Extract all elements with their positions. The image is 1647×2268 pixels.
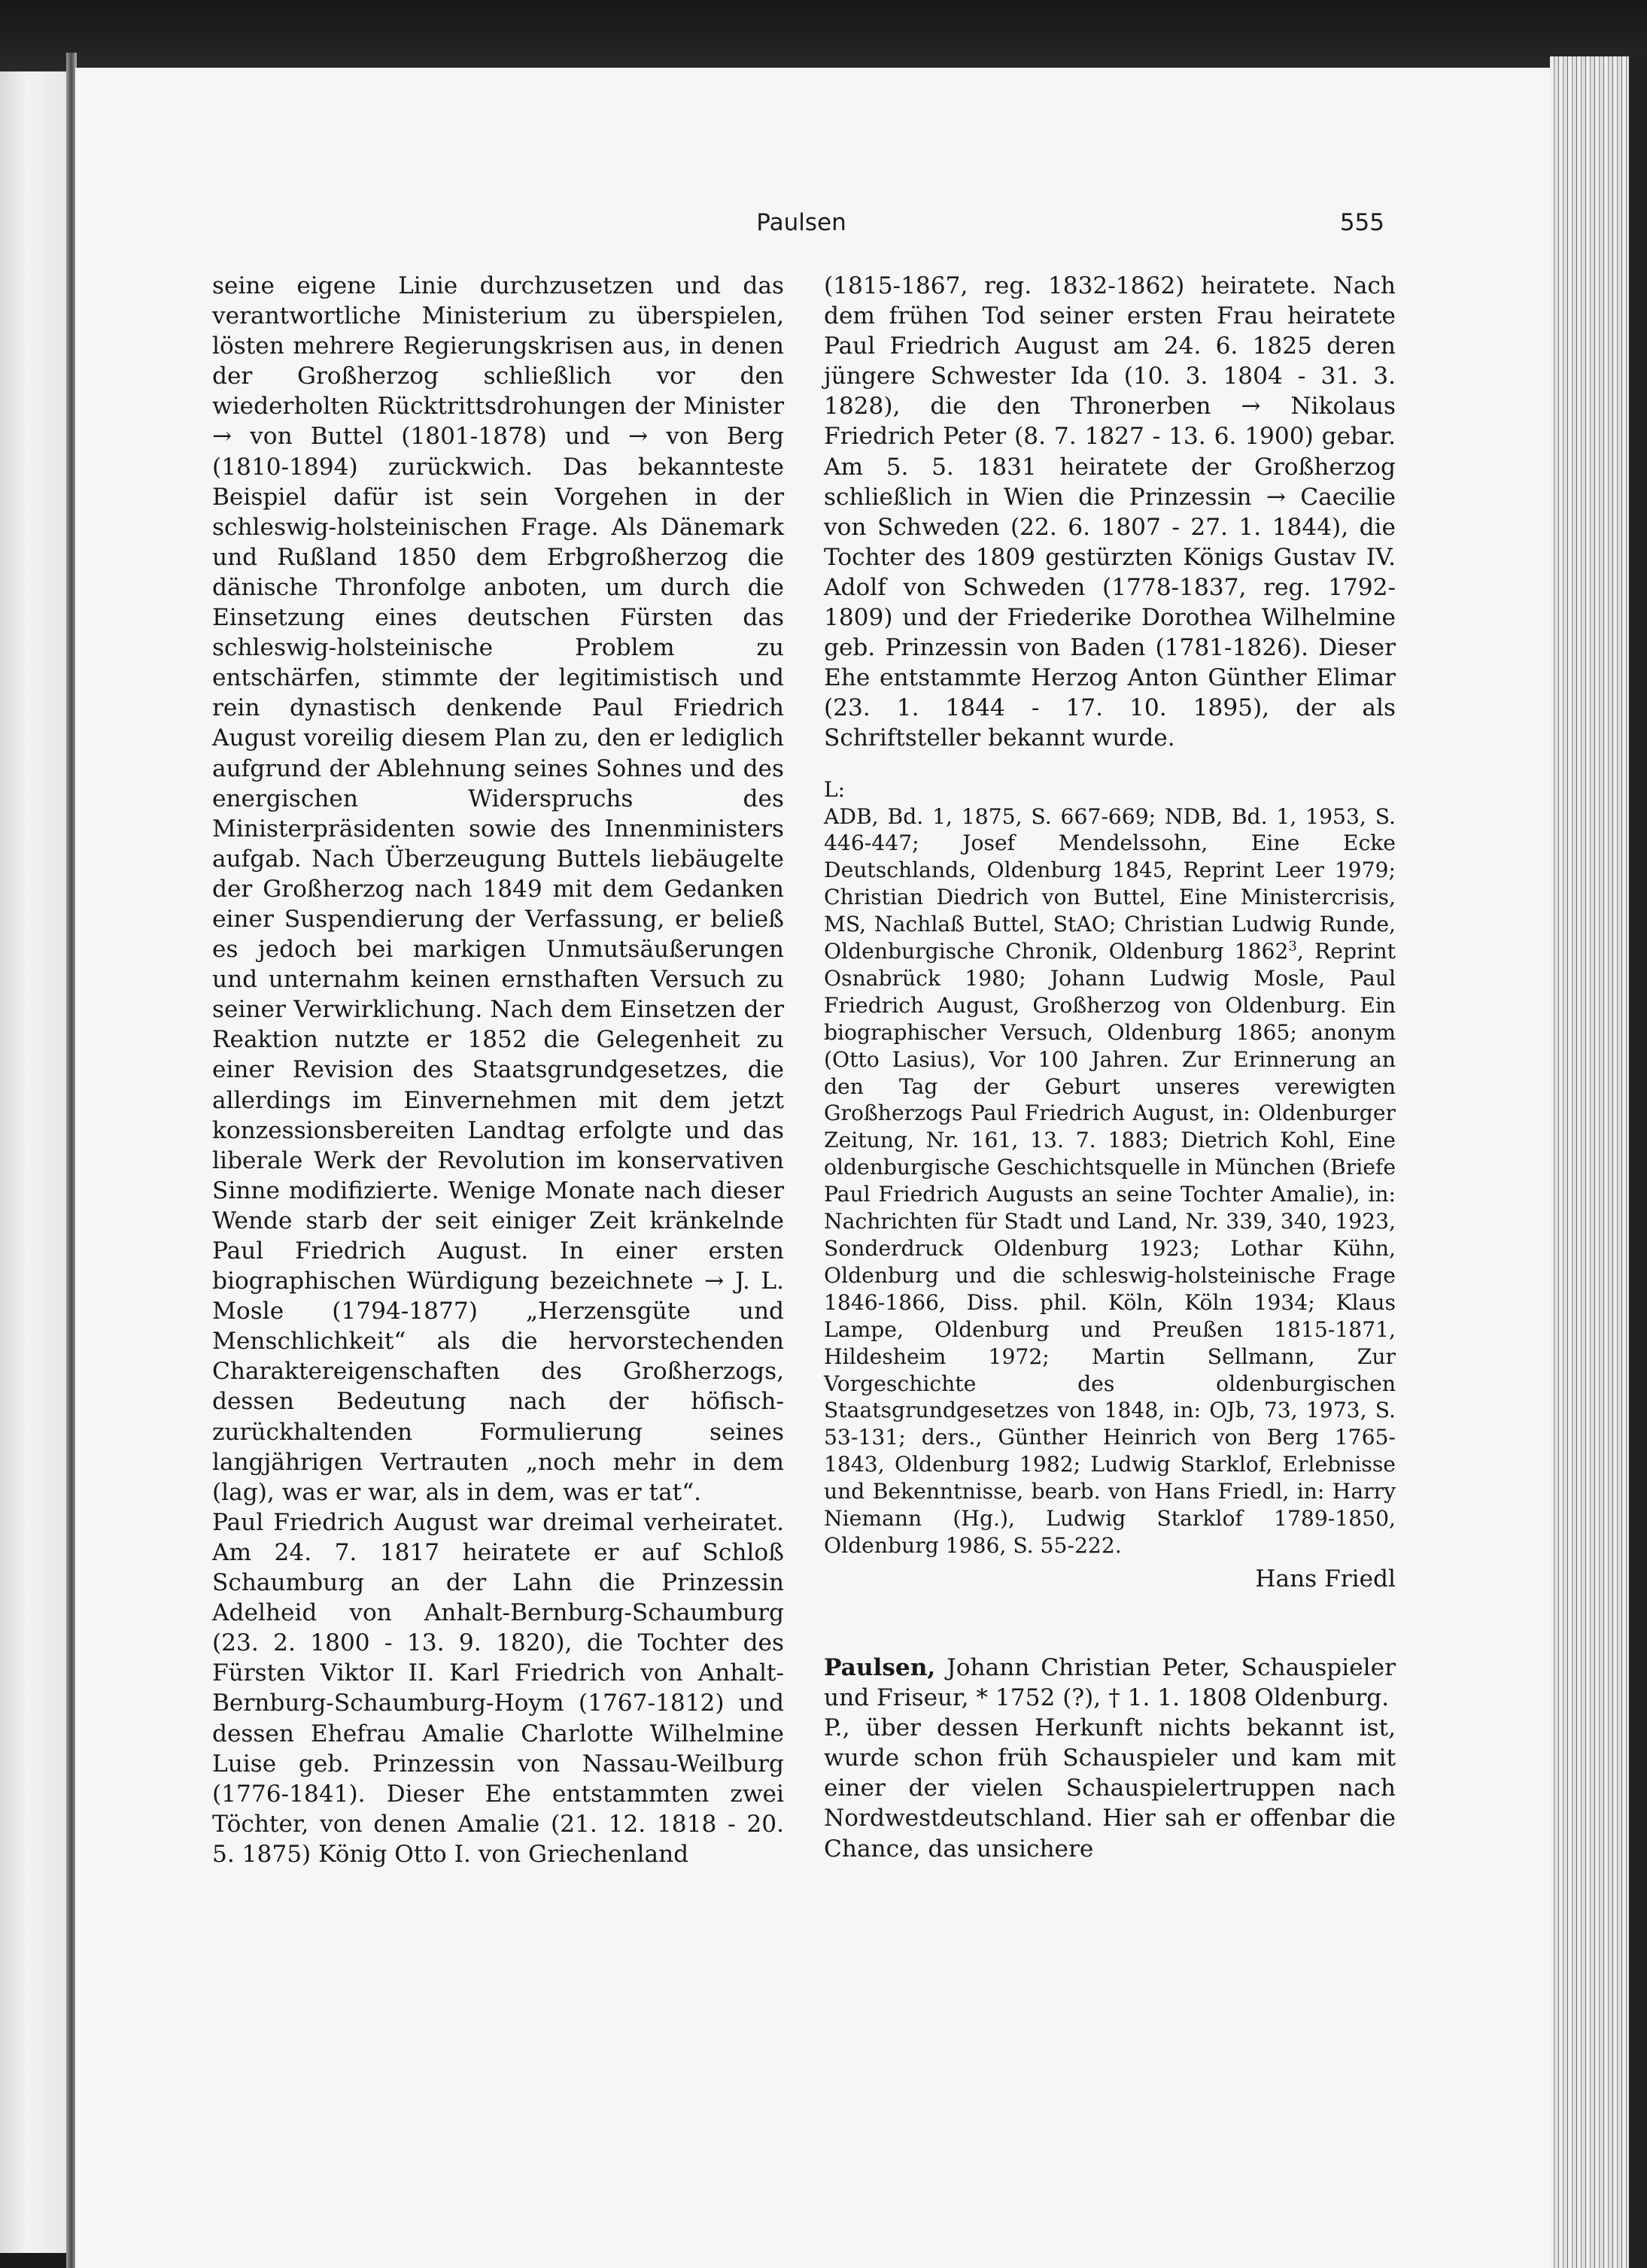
left-paragraph-1: seine eigene Linie durchzusetzen und das verantwortliche Ministerium zu überspielen, lösten mehrere Regierungskrisen aus, in denen der Großherzog schließlich vor den wiederholten Rücktrittsdrohungen der Minister → von Buttel (1801-1878) und → von Berg (1810-1894) zurückwich. Das bekannteste Beispiel dafür ist sein Vorgehen in der schleswig-holsteinischen Frage. Als Dänemark und Rußland 1850 dem Erbgroßherzog die dänische Thronfolge anboten, um durch die Einsetzung eines deutschen Fürsten das schleswig-holsteinische Problem zu entschärfen, stimmte der legitimistisch und rein dynastisch denkende Paul Friedrich August voreilig diesem Plan zu, den er lediglich aufgrund der Ablehnung seines Sohnes und des energischen Widerspruchs des Ministerpräsidenten sowie des Innenministers aufgab. Nach Überzeugung Buttels liebäugelte der Großherzog nach 1849 mit dem Gedanken einer Suspendierung der Verfassung, er beließ es jedoch bei markigen Unmutsäußerungen und unternahm keinen ernsthaften Versuch zu seiner Verwirklichung. Nach dem Einsetzen der Reaktion nutzte er 1852 die Gelegenheit zu einer Revision des Staatsgrundgesetzes, die allerdings im Einvernehmen mit dem jetzt konzessionsbereiten Landtag erfolgte und das liberale Werk der Revolution im konservativen Sinne modifizierte. Wenige Monate nach dieser Wende starb der seit einiger Zeit kränkelnde Paul Friedrich August. In einer ersten biographischen Würdigung bezeichnete → J. L. Mosle (1794-1877) „Herzensgüte und Menschlichkeit“ als die hervorstechenden Charaktereigenschaften des Großherzogs, dessen Bedeutung nach der höfisch-zurückhaltenden Formulierung seines langjährigen Vertrauten „noch mehr in dem (lag), was er war, als in dem, was er tat“. [212,272,784,1506]
running-head-title: Paulsen [756,209,846,236]
entry-name: Paulsen, [824,1653,936,1681]
running-head [211,209,1384,247]
entry-body: P., über dessen Herkunft nichts bekannt ist, wurde schon früh Schauspieler und kam mit einer der vielen Schauspielertruppen nach Nordwestdeutschland. Hier sah er offenbar die Chance, das unsichere [824,1714,1396,1863]
facing-page-edge [0,71,68,2253]
literature-text-part-2: , Reprint Osnabrück 1980; Johann Ludwig Mosle, Paul Friedrich August, Großherzog von Oldenburg. Ein biographischer Versuch, Oldenburg 1865; anonym (Otto Lasius), Vor 100 Jahren. Zur Erinnerung an den Tag der Geburt unseres verewigten Großherzogs Paul Friedrich August, in: Oldenburger Zeitung, Nr. 161, 13. 7. 1883; Dietrich Kohl, Eine oldenburgische Geschichtsquelle in München (Briefe Paul Friedrich Augusts an seine Tochter Amalie), in: Nachrichten für Stadt und Land, Nr. 339, 340, 1923, Sonderdruck Oldenburg 1923; Lothar Kühn, Oldenburg und die schleswig-holsteinische Frage 1846-1866, Diss. phil. Köln, Köln 1934; Klaus Lampe, Oldenburg und Preußen 1815-1871, Hildesheim 1972; Martin Sellmann, Zur Vorgeschichte des oldenburgischen Staatsgrundgesetzes von 1848, in: OJb, 73, 1973, S. 53-131; ders., Günther Heinrich von Berg 1765-1843, Oldenburg 1982; Ludwig Starklof, Erlebnisse und Bekenntnisse, bearb. von Hans Friedl, in: Harry Niemann (Hg.), Ludwig Starklof 1789-1850, Oldenburg 1986, S. 55-222. [824,939,1396,1558]
literature-list [824,803,1396,1559]
right-paragraph-1: (1815-1867, reg. 1832-1862) heiratete. Nach dem frühen Tod seiner ersten Frau heiratete Paul Friedrich August am 24. 6. 1825 deren jüngere Schwester Ida (10. 3. 1804 - 31. 3. 1828), die den Thronerben → Nikolaus Friedrich Peter (8. 7. 1827 - 13. 6. 1900) gebar. Am 5. 5. 1831 heiratete der Großherzog schließlich in Wien die Prinzessin → Caecilie von Schweden (22. 6. 1807 - 27. 1. 1844), die Tochter des 1809 gestürzten Königs Gustav IV. Adolf von Schweden (1778-1837, reg. 1792-1809) und der Friederike Dorothea Wilhelmine geb. Prinzessin von Baden (1781-1826). Dieser Ehe entstammte Herzog Anton Günther Elimar (23. 1. 1844 - 17. 10. 1895), der als Schriftsteller bekannt wurde. [824,272,1396,752]
scan-background-top [0,0,1647,75]
page-number: 555 [1339,209,1384,236]
entry-separator [824,1594,1396,1653]
entry-heading [824,1653,1396,1713]
article-author: Hans Friedl [1255,1565,1396,1592]
literature-text-part-1: ADB, Bd. 1, 1875, S. 667-669; NDB, Bd. 1, 1953, S. 446-447; Josef Mendelssohn, Eine Ecke Deutschlands, Oldenburg 1845, Reprint Leer 1979; Christian Diedrich von Buttel, Eine Ministercrisis, MS, Nachlaß Buttel, StAO; Christian Ludwig Runde, Oldenburgische Chronik, Oldenburg 1862 [824,803,1396,964]
literature-superscript: 3 [1288,938,1297,955]
right-column [824,271,1396,1864]
literature-label: L: [824,776,846,802]
scan-background-right [1629,56,1647,2268]
entry-header-text: Johann Christian Peter, Schauspieler und Friseur, * 1752 (?), † 1. 1. 1808 Oldenburg. [824,1653,1396,1712]
left-column [212,271,784,1869]
page-stack-edges [1550,56,1629,2268]
left-paragraph-2: Paul Friedrich August war dreimal verheiratet. Am 24. 7. 1817 heiratete er auf Schloß Schaumburg an der Lahn die Prinzessin Adelheid von Anhalt-Bernburg-Schaumburg (23. 2. 1800 - 13. 9. 1820), die Tochter des Fürsten Viktor II. Karl Friedrich von Anhalt-Bernburg-Schaumburg-Hoym (1767-1812) und dessen Ehefrau Amalie Charlotte Wilhelmine Luise geb. Prinzessin von Nassau-Weilburg (1776-1841). Dieser Ehe entstammten zwei Töchter, von denen Amalie (21. 12. 1818 - 20. 5. 1875) König Otto I. von Griechenland [212,1508,784,1868]
